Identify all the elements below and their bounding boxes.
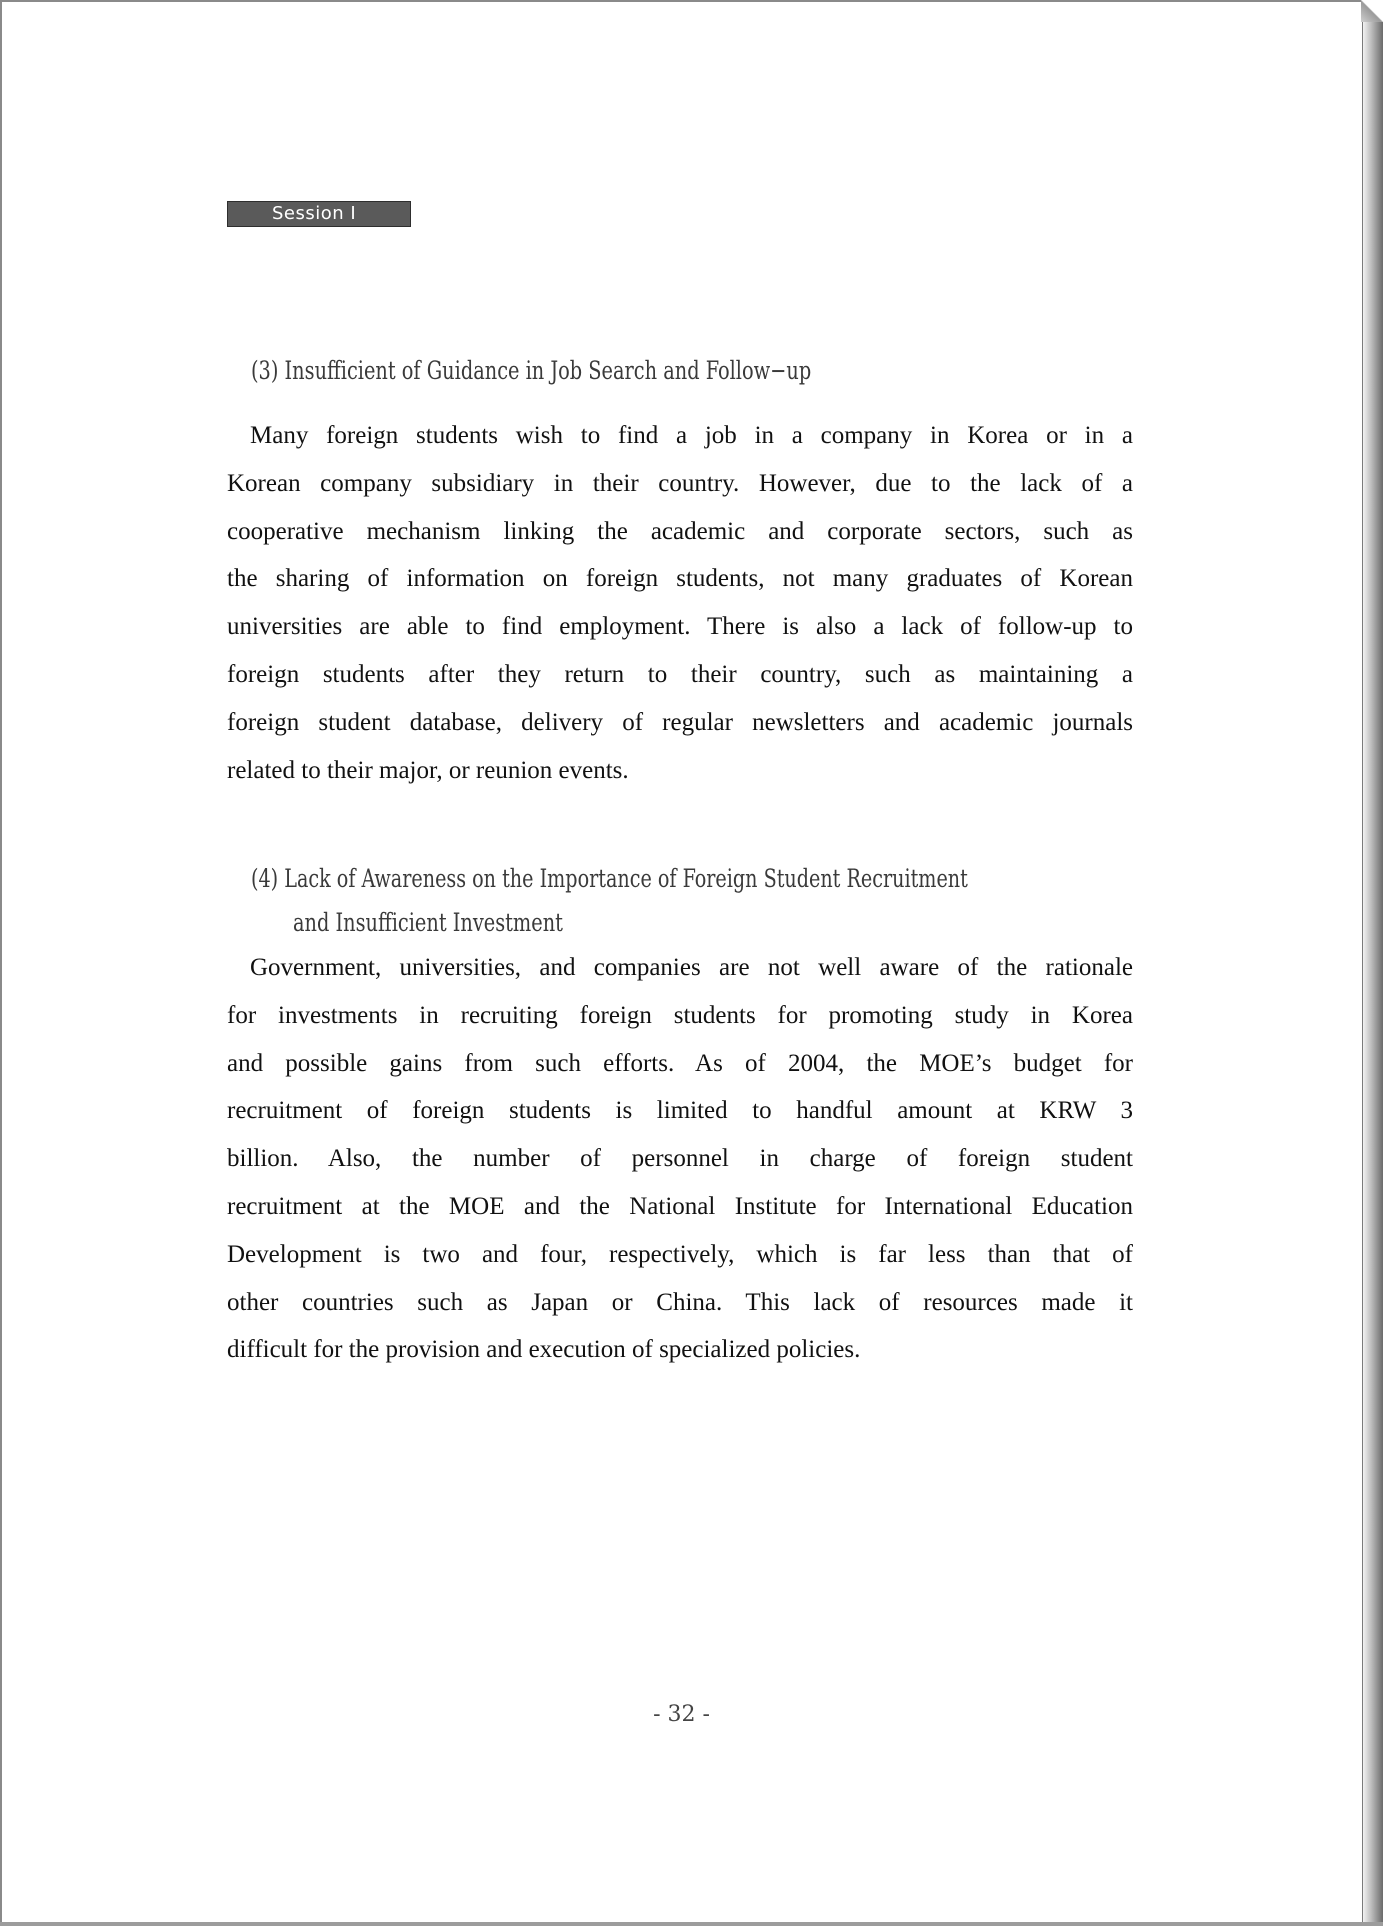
paragraph-line: foreign student database, delivery of regular newsletters and academic journals	[227, 708, 1133, 736]
paragraph-line: Government, universities, and companies are not well aware of the rationale	[250, 954, 1133, 981]
paragraph-line: recruitment of foreign students is limited to handful amount at KRW 3	[227, 1097, 1133, 1125]
section-4-heading-continuation: and Insufficient Investment	[293, 908, 563, 937]
paragraph-line: universities are able to find employment. There is also a lack of follow-up to	[227, 613, 1133, 641]
section-4-paragraph	[227, 944, 1133, 1374]
paragraph-line: other countries such as Japan or China. This lack of resources made it	[227, 1288, 1133, 1316]
paragraph-line: cooperative mechanism linking the academic and corporate sectors, such as	[227, 517, 1133, 545]
page-edge-shadow	[1362, 0, 1383, 1926]
paragraph-line: Development is two and four, respectively, which is far less than that of	[227, 1240, 1133, 1268]
paragraph-line: Many foreign students wish to find a job in a company in Korea or in a	[250, 422, 1133, 449]
section-3-heading: (3) Insufficient of Guidance in Job Search and Follow−up	[251, 356, 812, 385]
paragraph-line: for investments in recruiting foreign students for promoting study in Korea	[227, 1001, 1133, 1029]
section-3-paragraph	[227, 412, 1133, 794]
section-4-heading: (4) Lack of Awareness on the Importance of Foreign Student Recruitment	[251, 864, 968, 893]
paragraph-line: the sharing of information on foreign students, not many graduates of Korean	[227, 565, 1133, 593]
page-bottom-edge	[0, 1922, 1383, 1926]
session-tag: Session Ⅰ	[227, 201, 411, 227]
paragraph-line: Korean company subsidiary in their country. However, due to the lack of a	[227, 469, 1133, 497]
paragraph-line: related to their major, or reunion events.	[227, 756, 629, 784]
paragraph-line: and possible gains from such efforts. As of 2004, the MOE’s budget for	[227, 1049, 1133, 1077]
paragraph-line: foreign students after they return to their country, such as maintaining a	[227, 660, 1133, 688]
page-number: - 32 -	[653, 1702, 710, 1727]
paragraph-line: billion. Also, the number of personnel in charge of foreign student	[227, 1145, 1133, 1173]
paragraph-line: difficult for the provision and execution of specialized policies.	[227, 1336, 861, 1364]
page-corner-curl	[1361, 0, 1383, 22]
paragraph-line: recruitment at the MOE and the National Institute for International Education	[227, 1192, 1133, 1220]
